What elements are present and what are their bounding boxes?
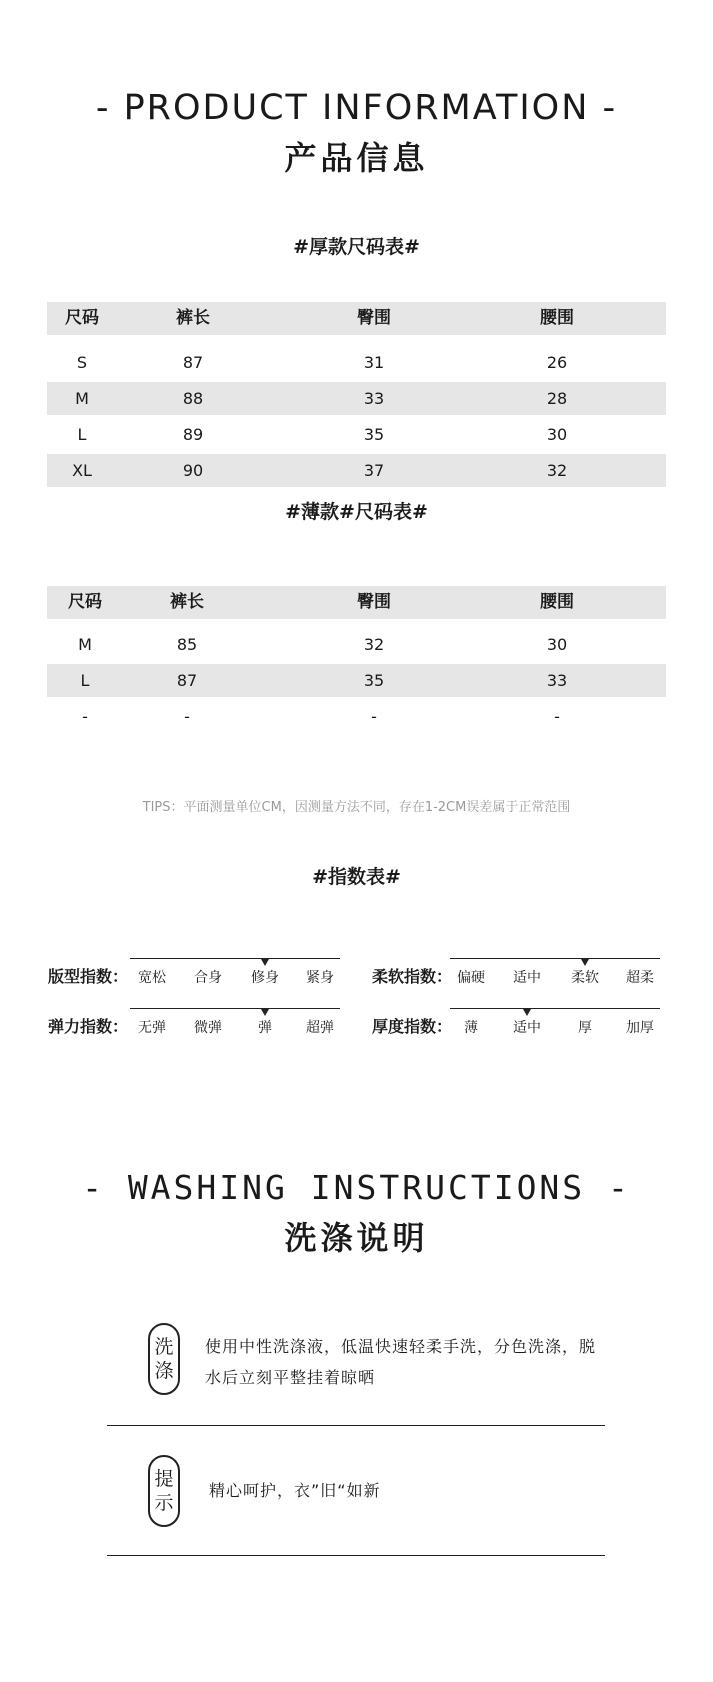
tip-tag-label: 提示: [154, 1468, 174, 1514]
washing-title-en: - WASHING INSTRUCTIONS -: [82, 1168, 631, 1207]
index-marker-icon: [261, 959, 269, 966]
index-option: 适中: [513, 1020, 541, 1036]
cell-size: L: [77, 425, 87, 444]
cell-hip: 33: [363, 389, 385, 408]
cell-hip: 31: [363, 353, 385, 372]
tips-note: TIPS：平面测量单位CM，因测量方法不同，存在1-2CM误差属于正常范围: [142, 800, 571, 815]
cell-length: 87: [176, 671, 198, 690]
index-option: 厚: [578, 1020, 592, 1036]
thick-table-header-row: [47, 302, 666, 335]
cell-waist: 26: [546, 353, 568, 372]
cell-length: 87: [182, 353, 204, 372]
index-option: 薄: [464, 1020, 478, 1036]
index-marker-icon: [523, 1009, 531, 1016]
index-table-title: #指数表#: [312, 866, 401, 888]
index-option: 无弹: [138, 1020, 166, 1036]
table-row: [47, 418, 666, 451]
index-option: 超柔: [626, 970, 654, 986]
cell-hip: 32: [363, 635, 385, 654]
wash-tag-badge: [148, 1323, 180, 1395]
thin-table-title: #薄款#尺码表#: [285, 501, 428, 523]
index-option: 合身: [194, 970, 222, 986]
washing-title-cn: 洗涤说明: [284, 1219, 429, 1257]
cell-size: L: [80, 671, 90, 690]
cell-waist: 32: [546, 461, 568, 480]
index-option: 柔软: [571, 970, 599, 986]
cell-waist: 28: [546, 389, 568, 408]
wash-instruction-line1: 使用中性洗涤液，低温快速轻柔手洗，分色洗涤，脱: [205, 1337, 597, 1356]
index-scale-line: [130, 958, 340, 959]
index-label: 版型指数：: [48, 967, 129, 986]
table-row: [47, 382, 666, 415]
index-option: 弹: [258, 1020, 272, 1036]
cell-waist: -: [554, 707, 560, 726]
index-label: 柔软指数：: [372, 967, 453, 986]
cell-length: 88: [182, 389, 204, 408]
cell-waist: 33: [546, 671, 568, 690]
thick-table-title: #厚款尺码表#: [293, 236, 420, 258]
index-option: 宽松: [138, 970, 166, 986]
table-row: [47, 664, 666, 697]
index-option: 超弹: [306, 1020, 334, 1036]
index-option: 加厚: [626, 1020, 654, 1036]
cell-waist: 30: [546, 425, 568, 444]
column-header-size: 尺码: [65, 308, 99, 328]
index-scale-line: [450, 958, 660, 959]
index-option: 紧身: [306, 970, 334, 986]
column-header-length: 裤长: [176, 308, 210, 328]
cell-waist: 30: [546, 635, 568, 654]
index-option: 微弹: [194, 1020, 222, 1036]
index-option: 适中: [513, 970, 541, 986]
index-marker-icon: [581, 959, 589, 966]
index-option: 偏硬: [457, 970, 485, 986]
index-label: 厚度指数：: [372, 1017, 453, 1036]
cell-size: M: [78, 635, 92, 654]
column-header-size: 尺码: [68, 592, 102, 612]
product-title-cn: 产品信息: [284, 139, 429, 177]
product-title-en: - PRODUCT INFORMATION -: [95, 88, 618, 128]
column-header-hip: 臀围: [357, 308, 391, 328]
column-header-hip: 臀围: [357, 592, 391, 612]
cell-hip: -: [371, 707, 377, 726]
index-scale-line: [450, 1008, 660, 1009]
wash-divider-1: [107, 1425, 605, 1426]
table-row: [47, 700, 666, 733]
cell-hip: 35: [363, 671, 385, 690]
cell-length: 85: [176, 635, 198, 654]
cell-size: XL: [72, 461, 92, 480]
cell-hip: 37: [363, 461, 385, 480]
index-label: 弹力指数：: [48, 1017, 129, 1036]
index-option: 修身: [251, 970, 279, 986]
cell-length: 90: [182, 461, 204, 480]
column-header-length: 裤长: [170, 592, 204, 612]
table-row: [47, 346, 666, 379]
index-marker-icon: [261, 1009, 269, 1016]
cell-hip: 35: [363, 425, 385, 444]
tip-text: 精心呵护，衣”旧“如新: [209, 1481, 381, 1500]
table-row: [47, 454, 666, 487]
index-scale-line: [130, 1008, 340, 1009]
table-row: [47, 628, 666, 661]
wash-instruction-line2: 水后立刻平整挂着晾晒: [205, 1368, 376, 1387]
cell-length: 89: [182, 425, 204, 444]
column-header-waist: 腰围: [540, 308, 574, 328]
cell-length: -: [184, 707, 190, 726]
wash-divider-2: [107, 1555, 605, 1556]
thin-table-header-row: [47, 586, 666, 619]
cell-size: M: [75, 389, 89, 408]
cell-size: S: [76, 353, 88, 372]
cell-size: -: [82, 707, 88, 726]
column-header-waist: 腰围: [540, 592, 574, 612]
tip-tag-badge: [148, 1455, 180, 1527]
wash-tag-label: 洗涤: [154, 1336, 174, 1382]
